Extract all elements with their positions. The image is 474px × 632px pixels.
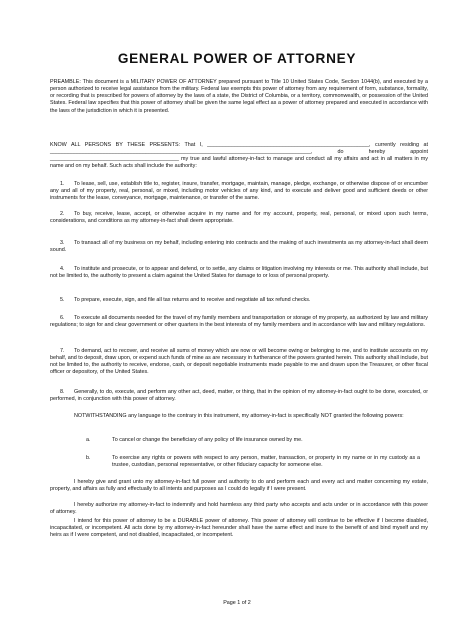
authority-item-6 <box>50 315 428 329</box>
grant-paragraph: I hereby give and grant unto my attorney-in-fact full power and authority to do and perform each and every act and matter concerning my estate, property, and affairs as fully and effectually to all intents and purposes as I could do legally if I were present. <box>50 479 428 493</box>
authority-item-2 <box>50 211 428 225</box>
sub-item-letter: b. <box>86 455 91 461</box>
preamble-paragraph <box>50 79 428 115</box>
item-text: To prepare, execute, sign, and file all tax returns and to receive and negotiate all tax refund checks. <box>74 297 311 303</box>
item-number: 7. <box>60 348 65 354</box>
excluded-power-b <box>86 455 420 469</box>
authority-item-3 <box>50 240 428 254</box>
authority-item-4 <box>50 266 428 280</box>
item-text: To execute all documents needed for the travel of my family members and transportation or storage of my property, as authorized by law and military regulations; to sign for and clear government or other quarters in the best interests of my family members and in accordance with law and military regulations. <box>50 315 428 329</box>
preamble-label: PREAMBLE: <box>50 79 81 85</box>
item-number: 6. <box>60 315 65 321</box>
know-all-paragraph: KNOW ALL PERSONS BY THESE PRESENTS: That I, ______________________________________________________, currently residing at _______________________________________________________________________________________, do hereby appoint ___________________________________________ my true and lawful attorney-in-fact to manage and conduct all my affairs and act in all matters in my name and on my behalf. Such acts shall include the authority: <box>50 142 428 170</box>
authority-item-5 <box>50 297 428 304</box>
item-text: To institute and prosecute, or to appear and defend, or to settle, any claims or litigation involving my interests or me. This authority shall include, but not be limited to, the authority to present a claim against the United States for damage to or loss of personal property. <box>50 266 428 280</box>
sub-item-text: To exercise any rights or powers with respect to any person, matter, transaction, or property in my name or in my custody as a trustee, custodian, personal representative, or other fiduciary capacity for someone else. <box>112 455 420 469</box>
item-number: 3. <box>60 240 65 246</box>
item-text: Generally, to do, execute, and perform any other act, deed, matter, or thing, that in the opinion of my attorney-in-fact ought to be done, executed, or performed, in conjunction with this power of attorney. <box>50 389 428 403</box>
item-number: 1. <box>60 181 65 187</box>
durable-paragraph: I intend for this power of attorney to be a DURABLE power of attorney. This power of attorney will continue to be effective if I become disabled, incapacitated, or incompetent. All acts done by my attorney-in-fact hereunder shall have the same effect and inure to the benefit of and bind myself and my heirs as if I were competent, and not disabled, incapacitated, or incompetent. <box>50 518 428 539</box>
item-text: To buy, receive, lease, accept, or otherwise acquire in my name and for my account, property, real, personal, or mixed upon such terms, considerations, and conditions as my attorney-in-fact shall deem appropriate. <box>50 211 428 225</box>
authority-item-7 <box>50 348 428 377</box>
page-number: Page 1 of 2 <box>223 600 251 606</box>
excluded-power-a <box>86 437 420 444</box>
notwithstanding-paragraph: NOTWITHSTANDING any language to the contrary in this instrument, my attorney-in-fact is specifically NOT granted the following powers: <box>74 413 404 419</box>
item-number: 4. <box>60 266 65 272</box>
item-text: To lease, sell, use, establish title to, register, insure, transfer, mortgage, maintain, manage, pledge, exchange, or otherwise dispose of or encumber any and all of my property, real, personal, or mixed, including motor vehicles of any kind, and to execute and deliver good and sufficient deeds or other instruments for the lease, conveyance, mortgage, maintenance, or transfer of the same. <box>50 181 428 202</box>
item-number: 2. <box>60 211 65 217</box>
item-number: 5. <box>60 297 65 303</box>
preamble-text: This document is a MILITARY POWER OF ATTORNEY prepared pursuant to Title 10 United States Code, Section 1044(b), and executed by a person authorized to receive legal assistance from the military. Federal law exempts this power of attorney from any requirement of form, substance, formality, or recording that is prescribed for powers of attorney by the laws of a state, the District of Columbia, or a territory, commonwealth, or possession of the United States. Federal law specifies that this power of attorney shall be given the same legal effect as a power of attorney prepared and executed in accordance with the laws of the jurisdiction in which it is presented. <box>50 79 429 114</box>
item-text: To transact all of my business on my behalf, including entering into contracts and the making of such investments as my attorney-in-fact shall deem sound. <box>50 240 428 254</box>
document-title: GENERAL POWER OF ATTORNEY <box>117 51 357 66</box>
authority-item-8 <box>50 389 428 403</box>
authority-item-1 <box>50 181 428 202</box>
indemnify-paragraph: I hereby authorize my attorney-in-fact to indemnify and hold harmless any third party who accepts and acts under or in accordance with this power of attorney. <box>50 502 428 516</box>
item-text: To demand, act to recover, and receive all sums of money which are now or will become owing or belonging to me, and to institute accounts on my behalf, and to deposit, draw upon, or expend such funds of mine as are necessary in furtherance of the powers granted herein. This authority shall include, but not be limited to, the authority to receive, endorse, cash, or deposit negotiable instruments made payable to me and drawn upon the Treasurer, or other fiscal officer or depository, of the United States. <box>50 348 428 376</box>
sub-item-text: To cancel or change the beneficiary of any policy of life insurance owned by me. <box>112 437 303 443</box>
item-number: 8. <box>60 389 65 395</box>
sub-item-letter: a. <box>86 437 91 443</box>
